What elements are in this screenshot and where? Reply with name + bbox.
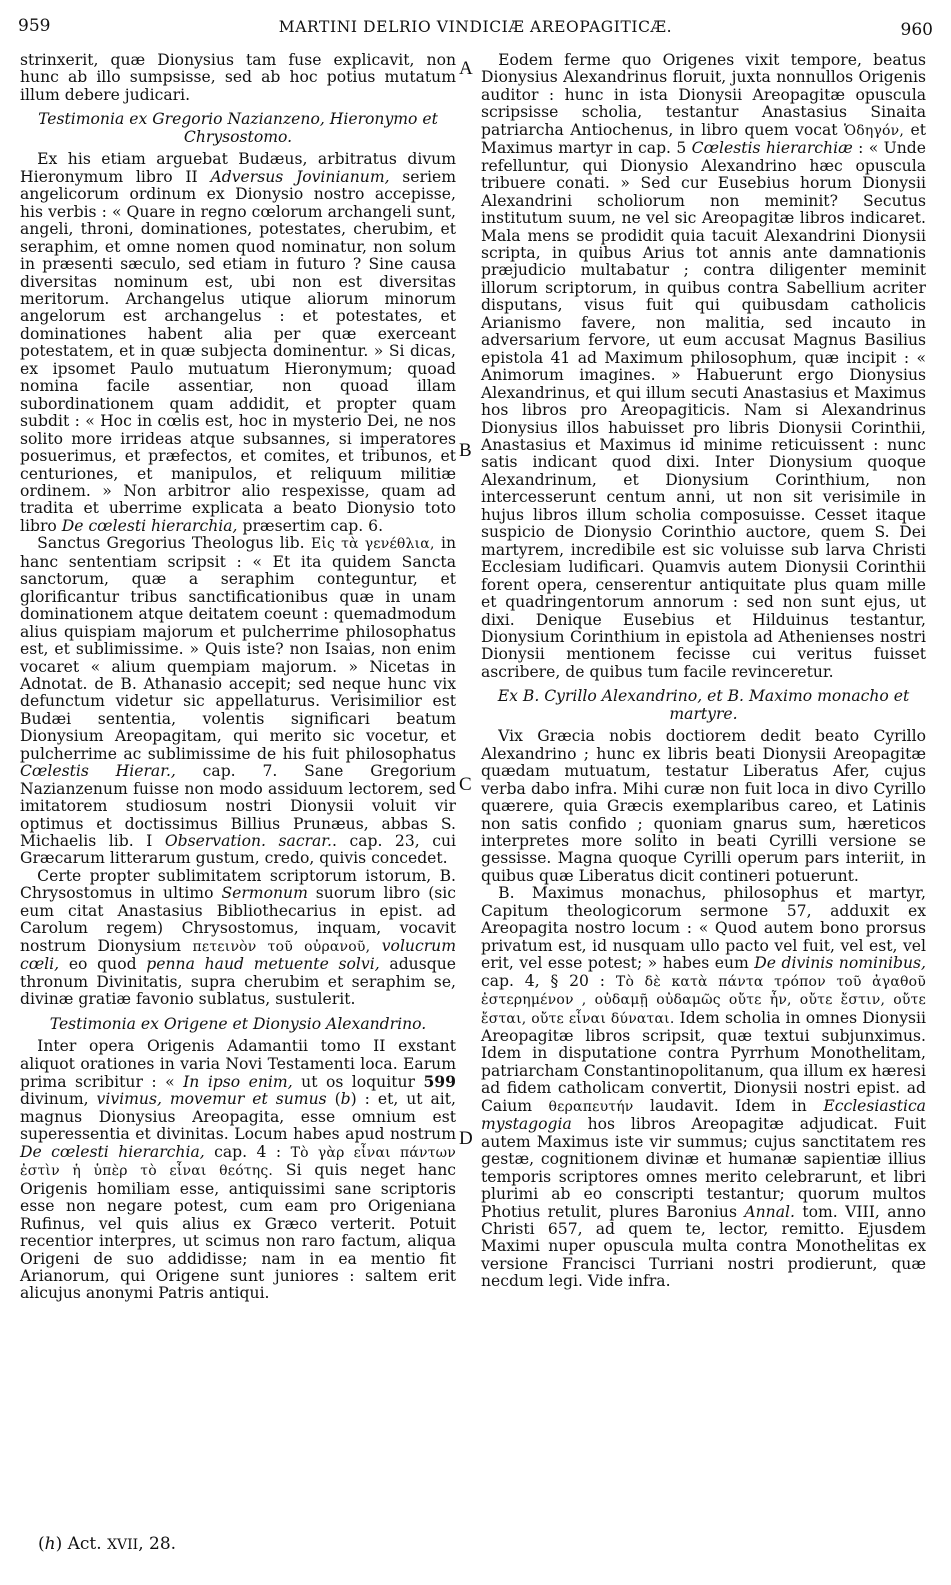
footnote: (h) Act. XVII, 28.	[38, 1534, 177, 1554]
paragraph: Sanctus Gregorius Theologus lib. Εἰς τὰ γενέθλια, in hanc sententiam scripsit : « Et ita quidem Sancta sanctorum, quæ a seraphim conteguntur, et glorificantur tribus sanctificationibus quæ in unam dominationem atque deitatem coeunt : quemadmodum alius quispiam majorum et pulcherrime philosophatus est, et sublimissime. » Quis iste? non Isaias, non enim vocaret « alium quempiam majorum. » Nicetas in Adnotat. de B. Athanasio accepit; sed neque hunc vix defunctum videtur sic appellaturus. Verisimilior est Budæi sententia, volentis significari beatum Dionysium Areopagitam, qui merito sic vocetur, et pulcherrime ac sublimissime de his fuit philosophatus Cœlestis Hierar., cap. 7. Sane Gregorium Nazianzenum fuisse non modo assiduum lectorem, sed imitatorem studiosum nostri Dionysii voluit vir optimus et doctissimus Billius Prunæus, abbas S. Michaelis lib. I Observation. sacrar.. cap. 23, cui Græcarum litterarum gustum, credo, quivis concedet.	[20, 534, 456, 868]
paragraph: strinxerit, quæ Dionysius tam fuse explicavit, non hunc ab illo sumpsisse, sed ab hoc potius mutatum illum debere judicari.	[20, 51, 456, 104]
paragraph: Certe propter sublimitatem scriptorum istorum, B. Chrysostomus in ultimo Sermonum suorum libro (sic eum citat Anastasius Bibliothecarius in epist. ad Carolum regem) Chrysostomus, inquam, vocavit nostrum Dionysium πετεινὸν τοῦ οὐρανοῦ, volucrum cœli, eo quod penna haud metuente solvi, adusque thronum Divinitatis, supra cherubim et seraphim se, divinæ gratiæ favonio sublatus, sustulerit.	[20, 866, 456, 1009]
section-heading: Testimonia ex Gregorio Nazianzeno, Hieronymo et Chrysostomo.	[38, 110, 438, 146]
section-heading: Ex B. Cyrillo Alexandrino, et B. Maximo monacho et martyre.	[497, 687, 910, 723]
running-header	[18, 16, 933, 44]
page-number-left: 959	[18, 16, 51, 36]
margin-letter-d: D	[459, 1128, 473, 1149]
margin-letter-c: C	[459, 774, 472, 795]
paragraph: B. Maximus monachus, philosophus et martyr, Capitum theologicorum sermone 57, adduxit ex Areopagita nostro locum : « Quod autem bono prorsus privatum est, id nusquam ullo pacto vel fuit, vel est, vel erit, vel esse potest; » habes eum De divinis nominibus, cap. 4, § 20 : Τὸ δὲ κατὰ πάντα τρόπον τοῦ ἀγαθοῦ ἐστερημένον , οὐδαμῇ οὐδαμῶς οὔτε ἦν, οὔτε ἔστιν, οὔτε ἔσται, οὔτε εἶναι δύναται. Idem scholia in omnes Dionysii Areopagitæ libros scripsit, quæ textui subjunximus. Idem in disputatione contra Pyrrhum Monothelitam, patriarcham Constantinopolitanum, qua illum ex hæresi ad fidem catholicam convertit, Dionysii nostri epist. ad Caium θεραπευτήν laudavit. Idem in Ecclesiastica mystagogia hos libros Areopagitæ adjudicat. Fuit autem Maximus iste vir summus; cujus sanctitatem res gestæ, cognitionem divinæ et humanæ sapientiæ illius temporis scriptores omnes merito celebrarunt, et libri plurimi ab eo conscripti testantur; quorum multos Photius retulit, plures Baronius Annal. tom. VIII, anno Christi 657, ad quem te, lector, remitto. Ejusdem Maximi nuper opuscula multa contra Monothelitas ex versione Francisci Turriani nostri prodierunt, quæ necdum legi. Vide infra.	[481, 884, 926, 1291]
right-column	[481, 52, 926, 1291]
section-heading: Testimonia ex Origene et Dionysio Alexandrino.	[49, 1014, 427, 1033]
paragraph: Inter opera Origenis Adamantii tomo II exstant aliquot orationes in varia Novi Testamenti loca. Earum prima scribitur : « In ipso enim, ut os loquitur 599 divinum, vivimus, movemur et sumus (b) : et, ut ait, magnus Dionysius Areopagita, esse omnium est superessentia et divinitas. Locum habes apud nostrum De cœlesti hierarchia, cap. 4 : Τὸ γὰρ εἶναι πάντων ἐστὶν ἡ ὑπὲρ τὸ εἶναι θεότης. Si quis neget hanc Origenis homiliam esse, antiquissimi sane scriptoris esse non negare potest, cum eam pro Origeniana Rufinus, vel quis alius ex Græco verterit. Potuit recentior interpres, ut scimus non raro factum, aliqua Origeni de suo addidisse; nam in ea mentio fit Arianorum, qui Origene sunt juniores : saltem erit alicujus anonymi Patris antiqui.	[20, 1037, 457, 1303]
column-number: 599	[423, 1071, 457, 1091]
running-title: MARTINI DELRIO VINDICIÆ AREOPAGITICÆ.	[278, 18, 673, 36]
margin-letter-a: A	[459, 58, 473, 79]
paragraph: Vix Græcia nobis doctiorem dedit beato Cyrillo Alexandrino ; hunc ex libris beati Dionysii Areopagitæ quædam mutuatum, testatur Liberatus Afer, cujus verba dabo infra. Mihi curæ non fuit loca in divo Cyrillo quærere, quia Græcis exemplaribus careo, et Latinis non satis confido ; quoniam gnarus sum, hæreticos interpretes more solito in beati Cyrilli versione se gessisse. Magna quoque Cyrilli operum pars interiit, in quibus quæ Liberatus dicit contineri potuerunt.	[481, 727, 926, 885]
left-column	[20, 52, 456, 1303]
page-number-right: 960	[900, 20, 933, 40]
paragraph: Eodem ferme quo Origenes vixit tempore, beatus Dionysius Alexandrinus floruit, juxta nonnullos Origenis auditor : hunc in ista Dionysii Areopagitæ opuscula scripsisse scholia, testantur Anastasius Sinaita patriarcha Antiochenus, in libro quem vocat Ὁδηγόν, et Maximus martyr in cap. 5 Cœlestis hierarchiæ : « Unde refelluntur, qui Dionysio Alexandrino hæc opuscula tribuere conati. » Sed cur Eusebius horum Dionysii Alexandrini scholiorum non meminit? Secutus institutum suum, ne vel sic Areopagitæ libros indicaret. Mala mens se prodidit quia tacuit Alexandrini Dionysii scripta, in quibus Arius tot annis ante damnationis præjudicio multabatur ; contra diligenter meminit illorum scriptorum, in quibus contra Sabellium acriter disputans, visus fuit qui quibusdam catholicis Arianismo favere, non malitia, sed incauto in adversarium fervore, ut eum accusat Magnus Basilius epistola 41 ad Maximum philosophum, quæ incipit : « Animorum imagines. » Habuerunt ergo Dionysius Alexandrinus, et qui illum secuti Anastasius et Maximus hos libros pro Areopagiticis. Nam si Alexandrinus Dionysius illos habuisset pro libris Dionysii Corinthii, Anastasius et Maximus id minime reticuissent : nunc satis indicant quod dixi. Inter Dionysium quoque Alexandrinum, et Dionysium Corinthium, non intercesserunt centum anni, ut non sit verisimile in hujus libros illum scholia composuisse. Cesset itaque suspicio de Dionysio Corinthio auctore, quem S. Dei martyrem, incredibile est sic voluisse sub larva Christi Ecclesiam ludificari. Quamvis autem Dionysii Corinthii forent opera, censerentur antiquitate plus quam mille et quadringentorum annorum : sed non sunt ejus, ut dixi. Denique Eusebius et Hilduinus testantur, Dionysium Corinthium in epistola ad Athenienses nostri Dionysii mentionem fecisse cui veritus fuisset ascribere, de quibus tum facile revinceretur.	[481, 51, 926, 681]
margin-letter-b: B	[459, 440, 472, 461]
paragraph: Ex his etiam arguebat Budæus, arbitratus divum Hieronymum libro II Adversus Jovinianum, seriem angelicorum ordinum ex Dionysio nostro accepisse, his verbis : « Quare in regno cœlorum archangeli sunt, angeli, throni, dominationes, potestates, cherubim, et seraphim, et omne nomen quod nominatur, non solum in præsenti sæculo, sed etiam in futuro ? Sine causa diversitas nominum est, ubi non est diversitas meritorum. Archangelus utique aliorum minorum angelorum est archangelus : et potestates, et dominationes habent alia per quæ exerceant potestatem, et in quæ subjecta dominentur. » Si dicas, ex ipsomet Paulo mutuatum Hieronymum; quoad nomina facile assentiar, non quoad illam subordinationem quam addidit, et propter quam subdit : « Hoc in cœlis est, hoc in mysterio Dei, ne nos solito more irrideas atque subsannes, si imperatores posuerimus, et præfectos, et comites, et tribunos, et centuriones, et manipulos, et reliquum militiæ ordinem. » Non arbitror alio respexisse, quam ad tradita et uberrime explicata a beato Dionysio toto libro De cœlesti hierarchia, præsertim cap. 6.	[20, 150, 456, 535]
